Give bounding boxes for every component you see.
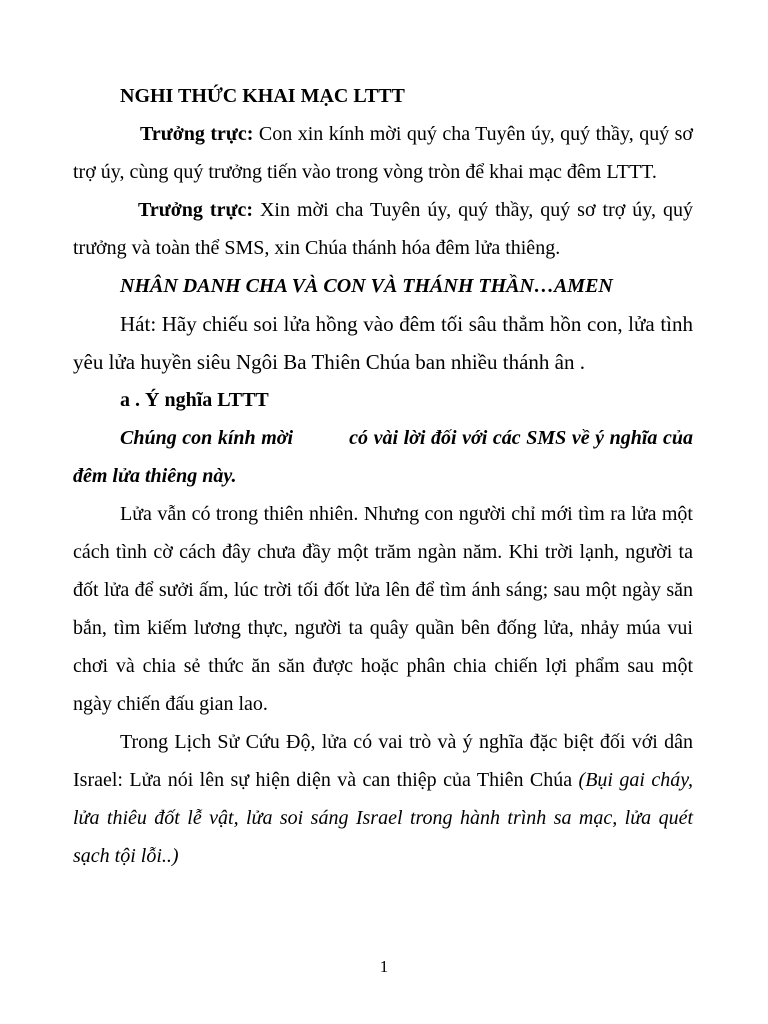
paragraph-opening-invitation (73, 115, 693, 191)
paragraph-text: Con xin kính mời quý cha Tuyên úy, quý thầy, quý sơ trợ úy, cùng quý trưởng tiến vào trong vòng tròn để khai mạc đêm LTTT. (73, 123, 693, 183)
paragraph-text: Xin mời cha Tuyên úy, quý thầy, quý sơ trợ úy, quý trưởng và toàn thể SMS, xin Chúa thánh hóa đêm lửa thiêng. (73, 199, 693, 259)
document-page (73, 0, 693, 1024)
speaker-label: Trưởng trực: (138, 199, 253, 221)
invitation-part-1: Chúng con kính mời (120, 427, 294, 449)
song-lyrics: Hát: Hãy chiếu soi lửa hồng vào đêm tối sâu thẳm hồn con, lửa tình yêu lửa huyền siêu Ngôi Ba Thiên Chúa ban nhiều thánh ân . (73, 312, 693, 374)
invitation-part-2: có vài lời đối với các SMS về ý nghĩa của đêm lửa thiêng này. (73, 427, 693, 487)
paragraph-fire-nature: Lửa vẫn có trong thiên nhiên. Nhưng con người chỉ mới tìm ra lửa một cách tình cờ cách đây chưa đầy một trăm ngàn năm. Khi trời lạnh, người ta đốt lửa để sưởi ấm, lúc trời tối đốt lửa lên để tìm ánh sáng; sau một ngày săn bắn, tìm kiếm lương thực, người ta quây quần bên đống lửa, nhảy múa vui chơi và chia sẻ thức ăn săn được hoặc phân chia chiến lợi phẩm sau một ngày chiến đấu gian lao. (73, 503, 693, 715)
paragraph-blessing-request (73, 191, 693, 267)
paragraph-salvation-history (73, 723, 693, 875)
paragraph-italic-note: (Bụi gai cháy, lửa thiêu đốt lễ vật, lửa soi sáng Israel trong hành trình sa mạc, lửa quét sạch tội lỗi..) (73, 769, 693, 867)
speaker-label: Trưởng trực: (140, 123, 254, 145)
section-heading: a . Ý nghĩa LTTT (120, 389, 269, 411)
document-title: NGHI THỨC KHAI MẠC LTTT (120, 85, 405, 107)
document-body (73, 115, 693, 875)
invitation-paragraph (73, 419, 693, 495)
invocation-line: NHÂN DANH CHA VÀ CON VÀ THÁNH THẦN…AMEN (120, 275, 613, 297)
paragraph-text: Trong Lịch Sử Cứu Độ, lửa có vai trò và ý nghĩa đặc biệt đối với dân Israel: Lửa nói lên sự hiện diện và can thiệp của Thiên Chúa (73, 731, 693, 791)
page-number: 1 (379, 957, 389, 976)
